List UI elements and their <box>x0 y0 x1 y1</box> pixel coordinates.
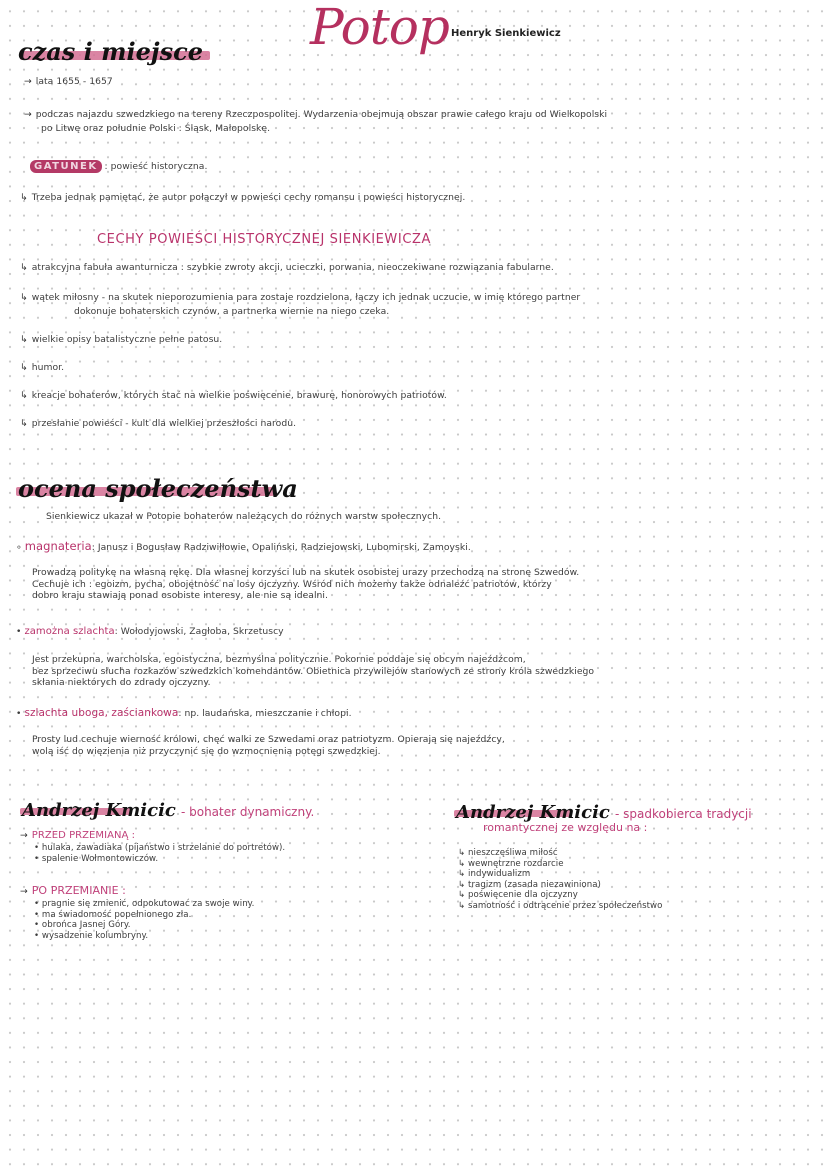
arrow-return-icon: ↳ <box>20 262 28 273</box>
group-description: Jest przekupna, warcholska, egoistyczna, bezmyślna politycznie. Pokornie poddaje się obcym najeźdźcom, bez sprzeciwu słucha rozkazów szwedzkich komendantów. Obietnica przywilejów stanowych ze strony króla szwedzkiego skłania niektórych do zdrady ojczyzny. <box>32 654 595 688</box>
list-item: • obrońca Jasnej Góry. <box>34 920 131 930</box>
arrow-return-icon: ↳ <box>20 192 28 203</box>
group-magnateria: ∘ magnateria: Janusz i Bogusław Radziwiłłowie, Opaliński, Radziejowski, Lubomirski, Zamoyski. <box>16 539 471 553</box>
genre-line <box>30 160 207 173</box>
note-item: → podczas najazdu szwedzkiego na tereny Rzeczpospolitej. Wydarzenia obejmują obszar prawie całego kraju od Wielkopolski po Litwę oraz południe Polski : Śląsk, Małopolskę. <box>24 109 608 134</box>
section-heading: ocena społeczeństwa <box>18 474 298 503</box>
feature-item: ↳ atrakcyjna fabuła awanturnicza : szybkie zwroty akcji, ucieczki, porwania, nieoczekiwane rozwiązania fabularne. <box>20 262 554 273</box>
list-item: • wysadzenie kolumbryny. <box>34 930 149 941</box>
arrow-return-icon: ↳ <box>20 390 28 401</box>
feature-item: ↳ kreacje bohaterów, których stać na wielkie poświęcenie, brawurę, honorowych patriotów. <box>20 390 447 401</box>
list-item: ↳ indywidualizm <box>458 869 531 879</box>
arrow-return-icon: ↳ <box>458 869 469 879</box>
arrow-return-icon: ↳ <box>20 418 28 429</box>
bullet-icon: • <box>16 626 25 637</box>
group-szlachta-uboga: • szlachta uboga, zaściankowa: np. laudańska, mieszczanie i chłopi. <box>16 707 352 719</box>
after-change: → PO PRZEMIANIE : • pragnie się zmienić, odpokutować za swoje winy. • ma świadomość popełnionego zła. • obrońca Jasnej Góry. • wysadzenie kolumbryny. <box>20 884 255 941</box>
list-item: • spalenie Wołmontowiczów. <box>34 853 159 864</box>
genre-badge: GATUNEK <box>30 160 102 173</box>
arrow-right-icon: → <box>24 76 32 87</box>
section-heading: Andrzej Kmicic <box>22 800 176 821</box>
list-item: ↳ poświęcenie dla ojczyzny <box>458 890 578 900</box>
feature-item: ↳ wątek miłosny - na skutek nieporozumienia para zostaje rozdzielona, łączy ich jednak uczucie, w imię którego partner dokonuje bohaterskich czynów, a partnerka wiernie na niego czeka. <box>20 292 581 317</box>
note-item: → lata 1655 - 1657 <box>24 76 113 87</box>
author-name: Henryk Sienkiewicz <box>451 28 561 39</box>
page-title: Potop <box>310 0 449 56</box>
arrow-return-icon: ↳ <box>458 858 469 869</box>
list-item: ↳ wewnętrzne rozdarcie <box>458 858 564 869</box>
list-item: ↳ samotność i odtrącenie przez społeczeństwo <box>458 900 663 911</box>
list-item: • pragnie się zmienić, odpokutować za swoje winy. <box>34 899 255 909</box>
section-subtitle-cont: romantycznej ze względu na : <box>483 821 648 834</box>
bullet-icon: ∘ <box>16 542 25 553</box>
arrow-return-icon: ↳ <box>458 900 469 911</box>
feature-item: ↳ przesłanie powieści - kult dla wielkiej przeszłości narodu. <box>20 418 297 429</box>
section-ocena <box>18 474 298 503</box>
feature-item: ↳ humor. <box>20 362 65 373</box>
section-subtitle: - spadkobierca tradycji <box>614 807 752 821</box>
feature-item: ↳ wielkie opisy batalistyczne pełne patosu. <box>20 334 223 345</box>
arrow-return-icon: ↳ <box>458 890 469 900</box>
list-item: ↳ nieszczęśliwa miłość <box>458 848 558 858</box>
list-item: • hulaka, zawadiaka (pijaństwo i strzelanie do portretów). <box>34 843 286 853</box>
section-kmicic-romantic <box>456 803 752 822</box>
arrow-right-icon: → <box>20 830 28 841</box>
group-description: Prowadzą politykę na własną rękę. Dla własnej korzyści lub na skutek osobistej urazy przechodzą na stronę Szwedów. Cechuje ich : egoizm, pycha, obojętność na losy ojczyzny. Wśród nich możemy także odnaleźć patriotów, którzy dobro kraju stawiają ponad osobiste interesy, ale nie są idealni. <box>32 567 580 601</box>
arrow-return-icon: ↳ <box>20 292 28 303</box>
romantic-traits <box>458 848 662 911</box>
arrow-return-icon: ↳ <box>20 334 28 345</box>
arrow-right-icon: → <box>24 109 32 120</box>
genre-note: ↳ Trzeba jednak pamiętać, że autor połączył w powieści cechy romansu i powieści historycznej. <box>20 192 466 203</box>
arrow-return-icon: ↳ <box>20 362 28 373</box>
section-subtitle: - bohater dynamiczny. <box>180 805 315 819</box>
society-intro: Sienkiewicz ukazał w Potopie bohaterów należących do różnych warstw społecznych. <box>46 511 442 522</box>
arrow-return-icon: ↳ <box>458 879 469 890</box>
before-change: → PRZED PRZEMIANĄ : • hulaka, zawadiaka (pijaństwo i strzelanie do portretów). • spalenie Wołmontowiczów. <box>20 830 286 864</box>
genre-value: : powieść historyczna. <box>104 161 208 172</box>
section-kmicic-dynamic <box>22 801 314 820</box>
bullet-icon: • <box>16 708 25 719</box>
section-heading: czas i miejsce <box>18 37 203 66</box>
group-description: Prosty lud cechuje wierność królowi, chęć walki ze Szwedami oraz patriotyzm. Opierają się najeźdźcy, wolą iść do więzienia niż przyczynić się do wzmocnienia potęgi szwedzkiej. <box>32 734 505 757</box>
list-item: ↳ tragizm (zasada niezawiniona) <box>458 879 601 890</box>
arrow-right-icon: → <box>20 886 28 897</box>
section-heading: Andrzej Kmicic <box>456 802 610 823</box>
section-czas-i-miejsce <box>18 37 203 66</box>
features-heading: CECHY POWIEŚCI HISTORYCZNEJ SIENKIEWICZA <box>97 232 432 247</box>
group-zamozna-szlachta: • zamożna szlachta: Wołodyjowski, Zagłoba, Skrzetuscy <box>16 626 284 637</box>
arrow-return-icon: ↳ <box>458 848 469 858</box>
list-item: • ma świadomość popełnionego zła. <box>34 909 192 920</box>
